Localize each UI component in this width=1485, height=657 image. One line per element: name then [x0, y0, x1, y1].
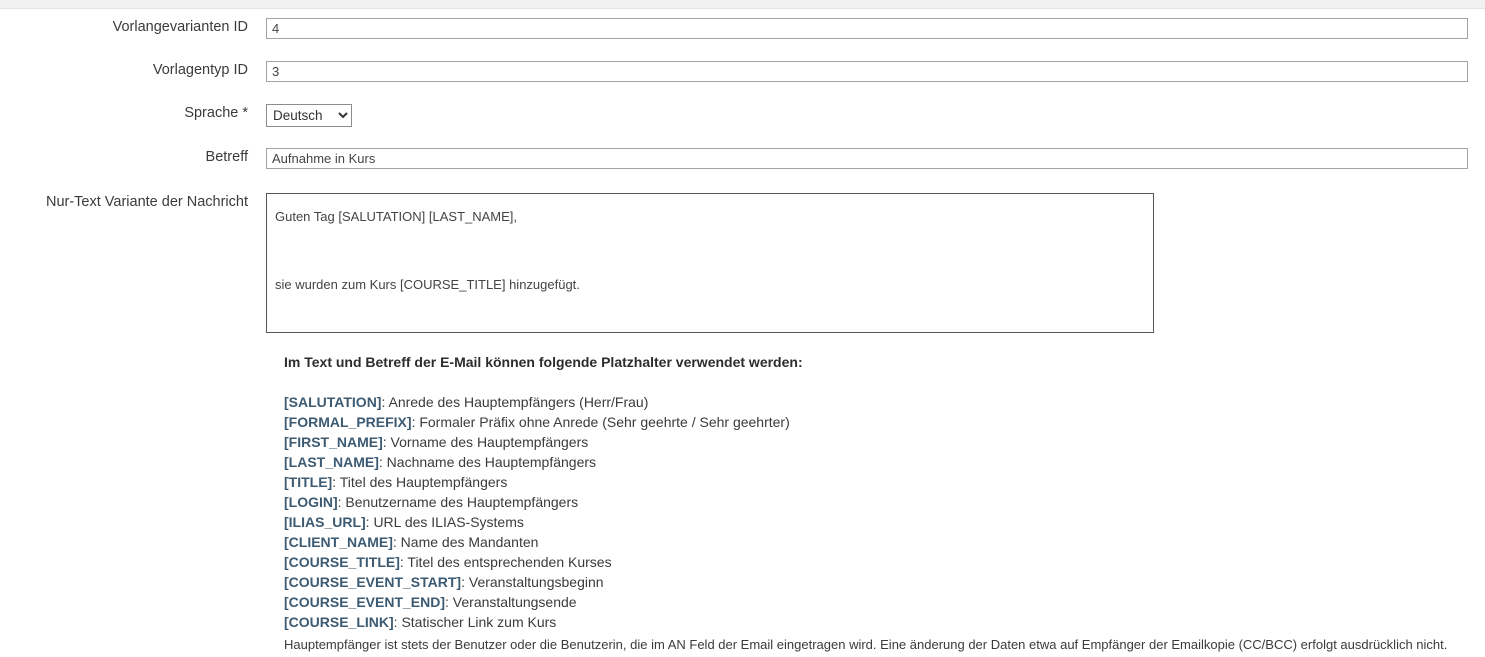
list-item [284, 572, 1485, 592]
placeholder-desc: : Titel des Hauptempfängers [332, 474, 508, 490]
textarea-nur-text-variante[interactable] [266, 193, 1154, 333]
list-item [284, 412, 1485, 432]
placeholder-desc: : Anrede des Hauptempfängers (Herr/Frau) [381, 394, 649, 410]
form-row-nur-text-variante [0, 193, 1485, 338]
placeholder-key: [COURSE_EVENT_END] [284, 594, 446, 610]
placeholder-key: [ILIAS_URL] [284, 514, 366, 530]
list-item [284, 512, 1485, 532]
field-vorlagevarianten-id [266, 18, 1485, 39]
placeholder-desc: : Vorname des Hauptempfängers [382, 434, 589, 450]
placeholder-help-section [284, 354, 1485, 653]
list-item [284, 592, 1485, 612]
placeholder-key: [FORMAL_PREFIX] [284, 414, 412, 430]
placeholder-help-heading: Im Text und Betreff der E-Mail können folgende Platzhalter verwendet werden: [284, 354, 803, 370]
label-betreff: Betreff [205, 149, 248, 165]
label-sprache: Sprache * [184, 105, 248, 121]
placeholder-key: [COURSE_LINK] [284, 614, 394, 630]
list-item [284, 552, 1485, 572]
field-betreff [266, 148, 1485, 169]
list-item [284, 532, 1485, 552]
field-sprache [266, 104, 1485, 127]
placeholder-key: [COURSE_EVENT_START] [284, 574, 462, 590]
placeholder-desc: : Formaler Präfix ohne Anrede (Sehr geehrte / Sehr geehrter) [411, 414, 790, 430]
form-row-betreff [0, 148, 1485, 169]
placeholder-key: [LOGIN] [284, 494, 338, 510]
placeholder-desc: : Nachname des Hauptempfängers [378, 454, 597, 470]
placeholder-key: [CLIENT_NAME] [284, 534, 393, 550]
list-item [284, 392, 1485, 412]
placeholder-key: [FIRST_NAME] [284, 434, 383, 450]
label-vorlagentyp-id: Vorlagentyp ID [152, 62, 248, 78]
placeholder-help-note: Hauptempfänger ist stets der Benutzer oder die Benutzerin, die im AN Feld der Email eingetragen wird. Eine änderung der Daten etwa auf Empfänger der Emailkopie (CC/BCC) erfolgt ausdrücklich nicht. [284, 637, 1448, 652]
form-row-sprache [0, 104, 1485, 127]
placeholder-key: [COURSE_TITLE] [284, 554, 400, 570]
input-vorlagentyp-id[interactable] [266, 61, 1468, 82]
placeholder-key: [LAST_NAME] [284, 454, 379, 470]
placeholder-key: [TITLE] [284, 474, 333, 490]
placeholder-desc: : Veranstaltungsbeginn [461, 574, 604, 590]
list-item [284, 432, 1485, 452]
placeholder-desc: : Benutzername des Hauptempfängers [337, 494, 579, 510]
label-vorlagevarianten-id: Vorlangevarianten ID [112, 19, 248, 35]
form-row-vorlagentyp-id [0, 61, 1485, 82]
placeholder-desc: : Titel des entsprechenden Kurses [399, 554, 612, 570]
list-item [284, 492, 1485, 512]
placeholder-desc: : Name des Mandanten [392, 534, 539, 550]
mail-template-form [0, 8, 1485, 653]
placeholder-desc: : URL des ILIAS-Systems [365, 514, 524, 530]
list-item [284, 452, 1485, 472]
field-vorlagentyp-id [266, 61, 1485, 82]
form-row-vorlagevarianten-id [0, 18, 1485, 39]
label-nur-text-variante: Nur-Text Variante der Nachricht [45, 194, 248, 210]
list-item [284, 612, 1485, 632]
list-item [284, 472, 1485, 492]
select-sprache[interactable] [266, 104, 352, 127]
placeholder-desc: : Statischer Link zum Kurs [393, 614, 557, 630]
placeholder-key: [SALUTATION] [284, 394, 382, 410]
placeholder-desc: : Veranstaltungsende [445, 594, 577, 610]
input-vorlagevarianten-id[interactable] [266, 18, 1468, 39]
input-betreff[interactable] [266, 148, 1468, 169]
field-nur-text-variante [266, 193, 1485, 338]
